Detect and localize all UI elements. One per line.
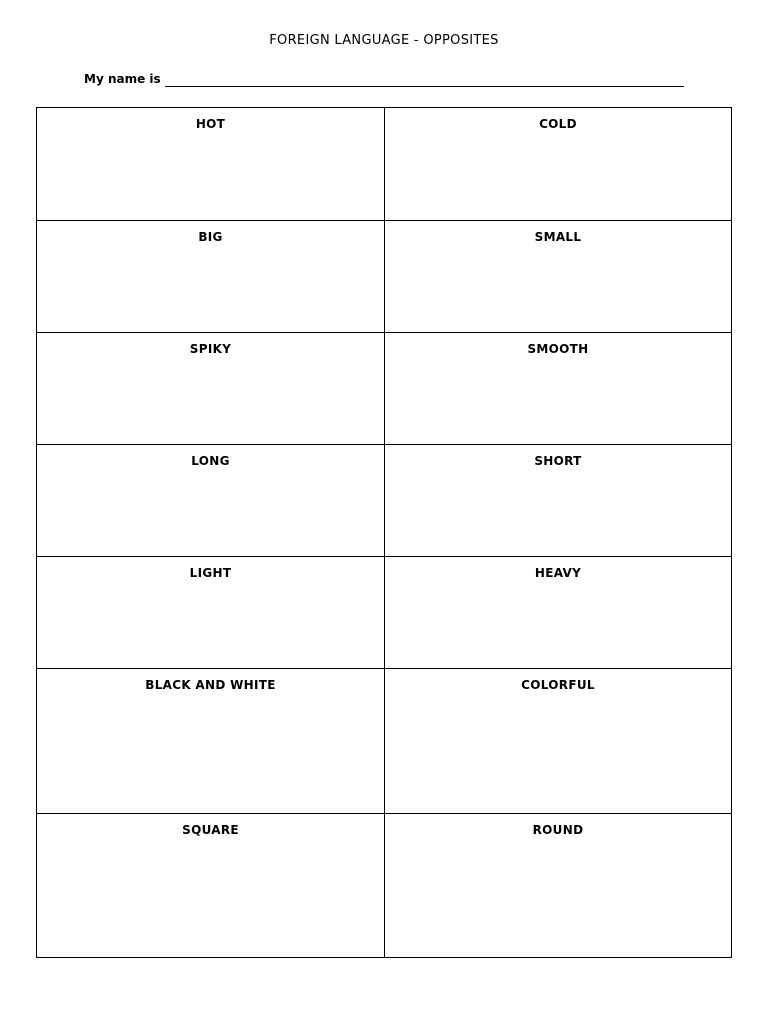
- table-row: [37, 108, 731, 220]
- left-word-cell: SQUARE: [182, 823, 239, 837]
- left-word-cell: LIGHT: [189, 566, 232, 580]
- table-row: [37, 444, 731, 556]
- right-word-cell: SHORT: [384, 445, 731, 556]
- right-word-cell: COLORFUL: [384, 669, 731, 813]
- opposites-table: [36, 107, 732, 958]
- name-line: [84, 71, 684, 87]
- table-row: [37, 332, 731, 444]
- left-word-cell: BLACK AND WHITE: [145, 678, 276, 692]
- right-word-cell: HEAVY: [384, 557, 731, 668]
- right-word-cell: SMOOTH: [384, 333, 731, 444]
- table-row: [37, 220, 731, 332]
- right-word-cell: SMALL: [384, 221, 731, 332]
- table-row: [37, 668, 731, 813]
- name-label: My name is: [84, 72, 161, 86]
- right-word-cell: COLD: [384, 108, 731, 220]
- table-row: [37, 813, 731, 957]
- left-word-cell: LONG: [191, 454, 230, 468]
- table-row: [37, 556, 731, 668]
- left-word-cell: BIG: [198, 230, 223, 244]
- name-blank-field[interactable]: [165, 73, 684, 87]
- left-word-cell: HOT: [195, 117, 226, 131]
- left-word-cell: SPIKY: [189, 342, 232, 356]
- right-word-cell: ROUND: [384, 814, 731, 957]
- page-title: FOREIGN LANGUAGE - OPPOSITES: [269, 33, 499, 48]
